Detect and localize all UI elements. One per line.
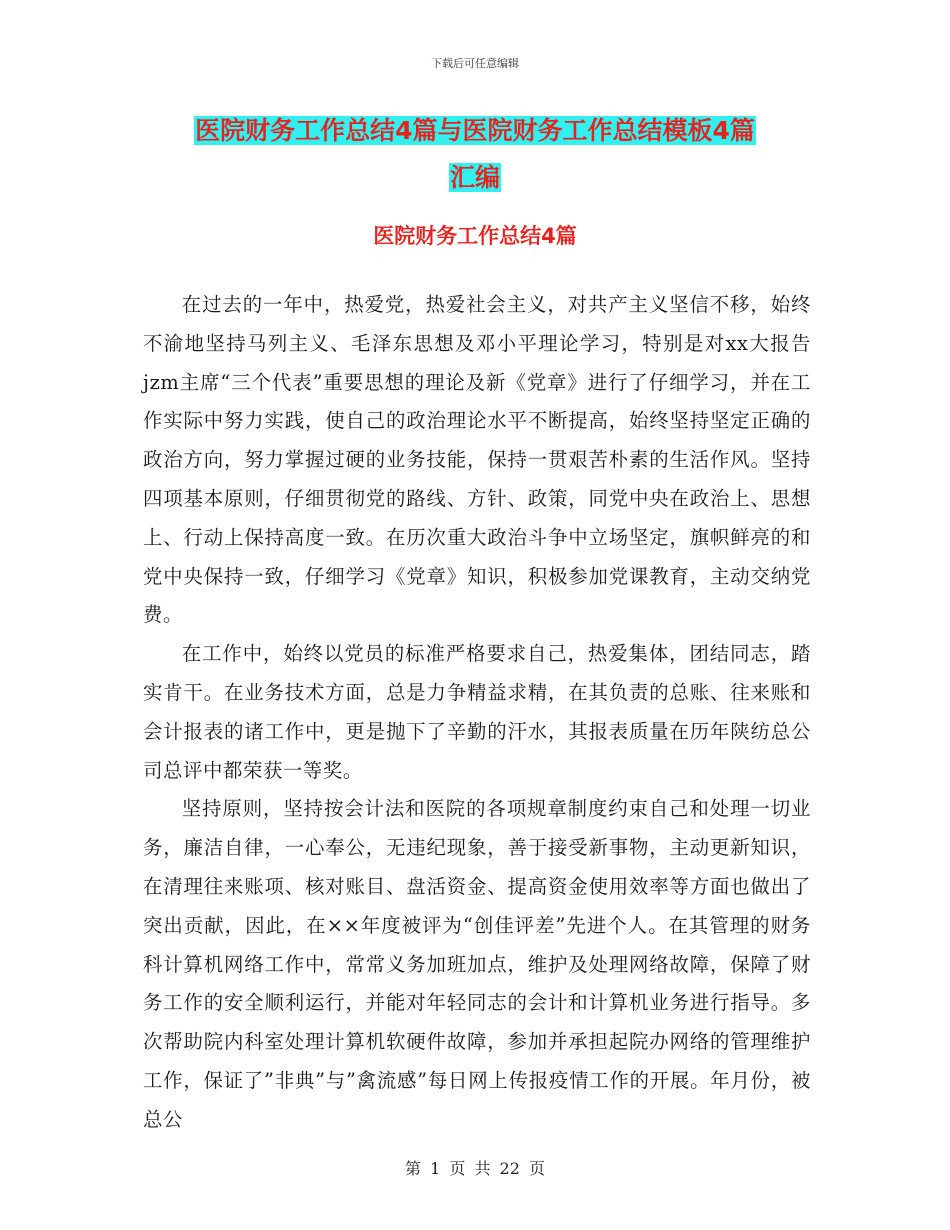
document-title-line-2: 汇编 [449, 163, 500, 192]
document-title-line-1: 医院财务工作总结4篇与医院财务工作总结模板4篇 [195, 116, 755, 145]
document-body [143, 286, 811, 1140]
body-paragraph-2: 在工作中，始终以党员的标准严格要求自己，热爱集体，团结同志，踏实肯干。在业务技术方面，总是力争精益求精，在其负责的总账、往来账和会计报表的诸工作中，更是抛下了辛勤的汗水，其报表质量在历年陕纺总公司总评中都荣获一等奖。 [143, 642, 811, 782]
body-paragraph-3: 坚持原则，坚持按会计法和医院的各项规章制度约束自己和处理一切业务，廉洁自律，一心奉公，无违纪现象，善于接受新事物，主动更新知识，在清理往来账项、核对账目、盘活资金、提高资金使用效率等方面也做出了突出贡献，因此，在××年度被评为“创佳评差”先进个人。在其管理的财务科计算机网络工作中，常常义务加班加点，维护及处理网络故障，保障了财务工作的安全顺利运行，并能对年轻同志的会计和计算机业务进行指导。多次帮助院内科室处理计算机软硬件故障，参加并承担起院办网络的管理维护工作，保证了”非典”与”禽流感”每日网上传报疫情工作的开展。年月份，被总公 [143, 797, 811, 1131]
page-footer-page-number: 第 1 页 共 22 页 [405, 1159, 545, 1178]
document-title [0, 107, 950, 201]
body-paragraph-1: 在过去的一年中，热爱党，热爱社会主义，对共产主义坚信不移，始终不渝地坚持马列主义、毛泽东思想及邓小平理论学习，特别是对xx大报告jzm主席“三个代表”重要思想的理论及新《党章》进行了仔细学习，并在工作实际中努力实践，使自己的政治理论水平不断提高，始终坚持坚定正确的政治方向，努力掌握过硬的业务技能，保持一贯艰苦朴素的生活作风。坚持四项基本原则，仔细贯彻党的路线、方针、政策，同党中央在政治上、思想上、行动上保持高度一致。在历次重大政治斗争中立场坚定，旗帜鲜亮的和党中央保持一致，仔细学习《党章》知识，积极参加党课教育，主动交纳党费。 [143, 293, 811, 627]
page-header-note: 下载后可任意编辑 [431, 57, 519, 70]
section-title: 医院财务工作总结4篇 [373, 224, 577, 248]
